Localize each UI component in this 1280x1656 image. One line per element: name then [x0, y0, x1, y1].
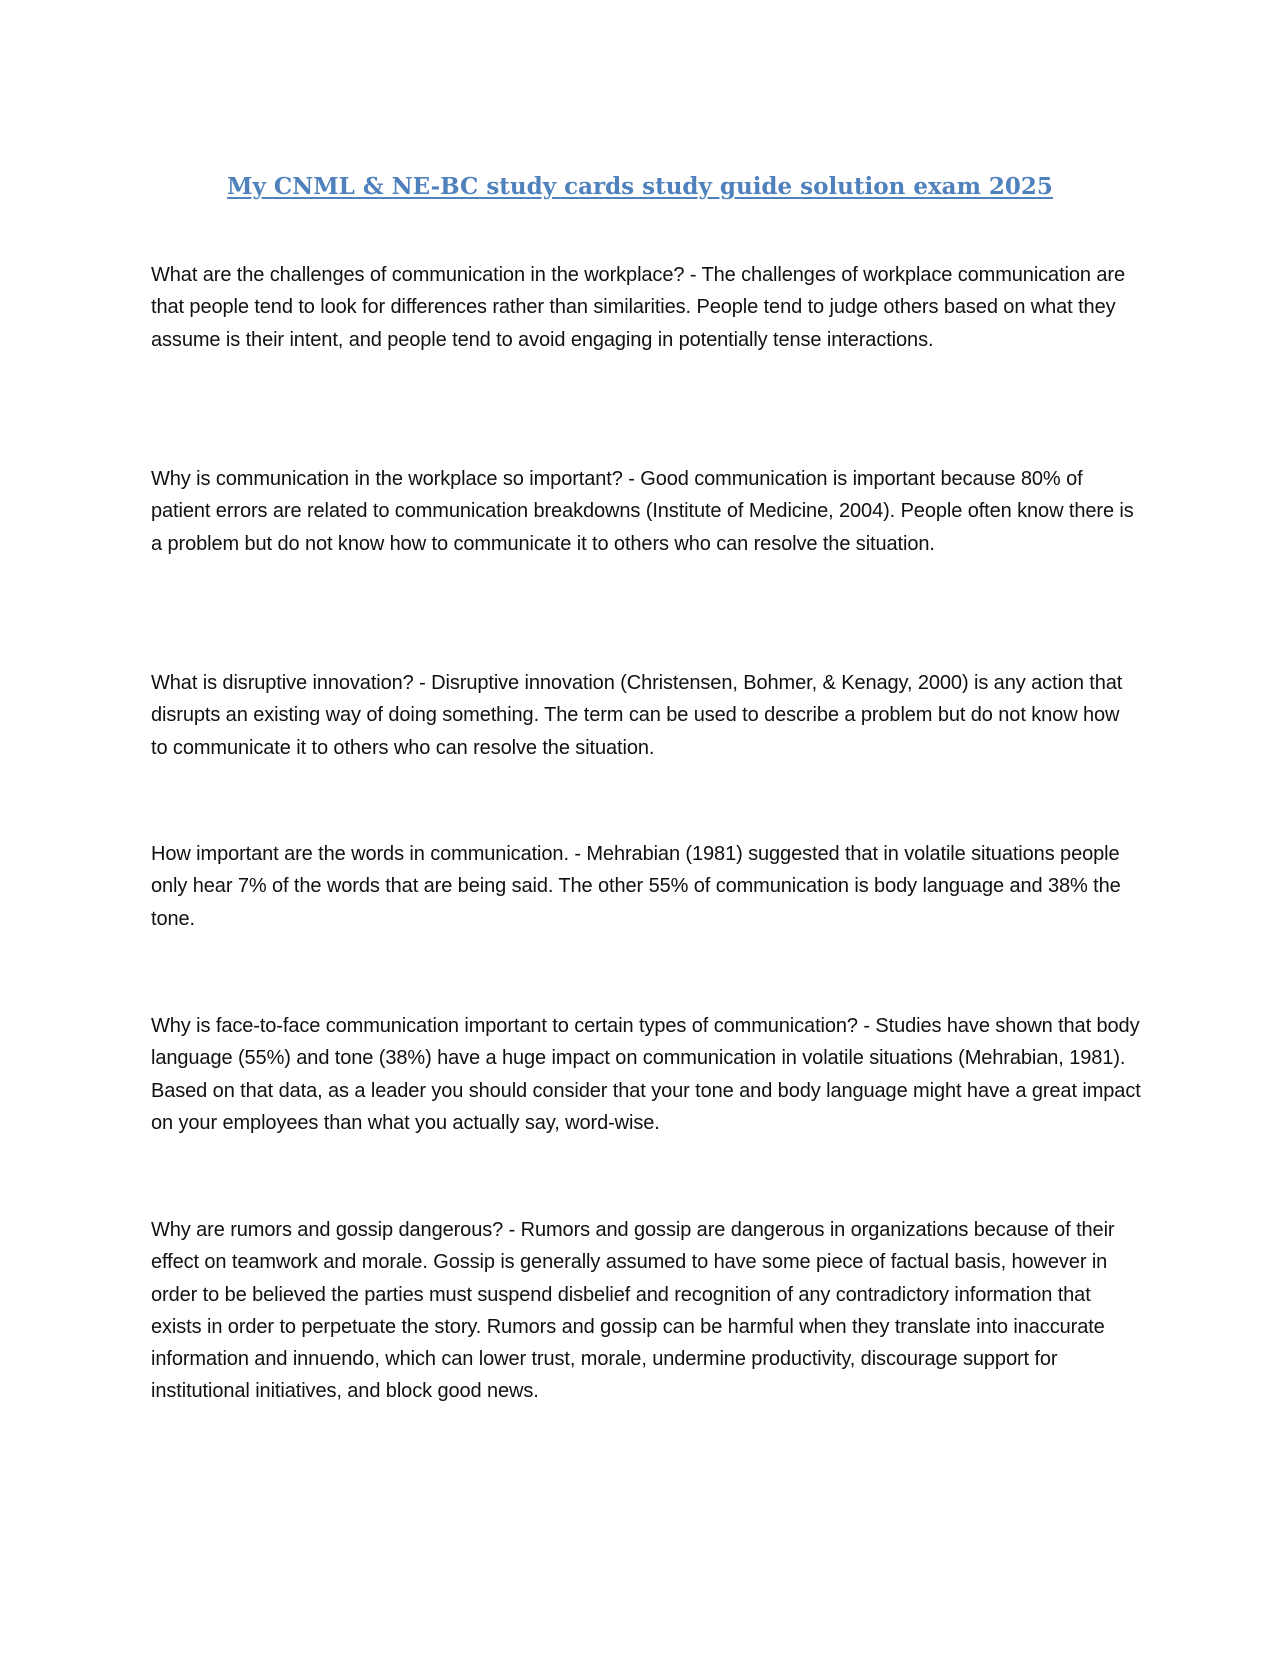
study-card-entry: What are the challenges of communication in the workplace? - The challenges of workplace communication are that people tend to look for differences rather than similarities. People tend to judge others based on what they assume is their intent, and people tend to avoid engaging in potentially tense interactions. [151, 264, 1125, 351]
study-card-entry: Why are rumors and gossip dangerous? - Rumors and gossip are dangerous in organizations because of their effect on teamwork and morale. Gossip is generally assumed to have some piece of factual basis, however in order to be believed the parties must suspend disbelief and recognition of any contradictory information that exists in order to perpetuate the story. Rumors and gossip can be harmful when they translate into inaccurate information and innuendo, which can lower trust, morale, undermine productivity, discourage support for institutional initiatives, and block good news. [151, 1219, 1115, 1403]
study-card-entry: What is disruptive innovation? - Disruptive innovation (Christensen, Bohmer, & Kenagy, 2000) is any action that disrupts an existing way of doing something. The term can be used to describe a problem but do not know how to communicate it to others who can resolve the situation. [151, 672, 1123, 759]
study-card-entry: Why is face-to-face communication important to certain types of communication? - Studies have shown that body language (55%) and tone (38%) have a huge impact on communication in volatile situations (Mehrabian, 1981). Based on that data, as a leader you should consider that your tone and body language might have a great impact on your employees than what you actually say, word-wise. [151, 1015, 1141, 1134]
study-card-entry: Why is communication in the workplace so important? - Good communication is important because 80% of patient errors are related to communication breakdowns (Institute of Medicine, 2004). People often know there is a problem but do not know how to communicate it to others who can resolve the situation. [151, 468, 1134, 555]
document-title: My CNML & NE-BC study cards study guide solution exam 2025 [227, 173, 1053, 200]
study-card-entry: How important are the words in communication. - Mehrabian (1981) suggested that in volatile situations people only hear 7% of the words that are being said. The other 55% of communication is body language and 38% the tone. [151, 843, 1121, 930]
